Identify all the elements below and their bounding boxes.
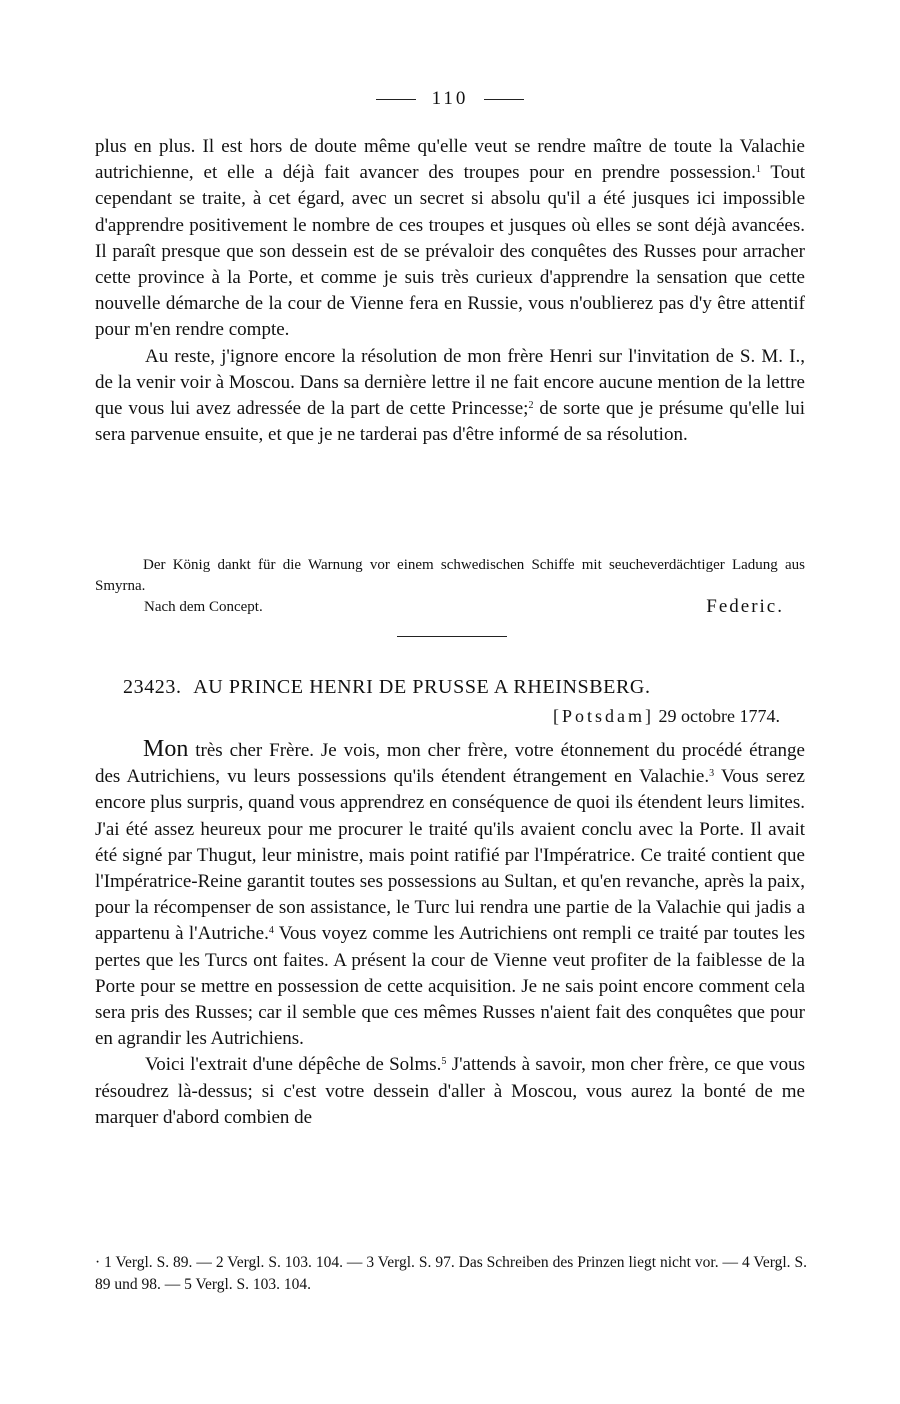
paragraph-2-text-cont: de sorte que je présume qu'elle lui sera parvenue ensuite, et que je ne tarderai pas d'être informé de sa résolution.: [95, 398, 805, 446]
letter-paragraph-1-text-end: Vous voyez comme les Autrichiens ont rempli ce traité par toutes les pertes que les Turcs ont faites. A présent la cour de Vienne veut profiter de la faiblesse de la Porte pour se mettre en possession de cette acquisition. Je ne sais point encore comment cela sera pris des Russes; car il semble que ces mêmes Russes n'aient fait des conquêtes que pour en agrandir les Autrichiens.: [95, 923, 806, 1050]
footnote-ref: 3: [709, 768, 715, 780]
paragraph-1: [95, 134, 805, 344]
letter-opening-word: Mon: [143, 736, 189, 762]
footnote-ref: 2: [528, 400, 534, 412]
paragraph-1-text: plus en plus. Il est hors de doute même qu'elle veut se rendre maître de toute la Valachie autrichienne, et elle a déjà fait avancer des troupes pour en prendre possession.: [95, 136, 805, 184]
document-heading: [123, 676, 651, 699]
continued-letter: [95, 134, 805, 448]
letter-paragraph-2-text: Voici l'extrait d'une dépêche de Solms.: [145, 1054, 442, 1076]
dateline-place: [Potsdam]: [553, 706, 655, 726]
footnote-ref: 1: [755, 164, 761, 176]
paragraph-2: [95, 344, 805, 449]
header-rule-right: [484, 99, 524, 100]
footnotes: · 1 Vergl. S. 89. — 2 Vergl. S. 103. 104. — 3 Vergl. S. 97. Das Schreiben des Prinzen liegt nicht vor. — 4 Vergl. S. 89 und 98. — 5 Vergl. S. 103. 104.: [95, 1254, 807, 1293]
editorial-note: Der König dankt für die Warnung vor einem schwedischen Schiffe mit seucheverdächtiger Ladung aus Smyrna.: [95, 557, 805, 594]
paragraph-2-text: Au reste, j'ignore encore la résolution de mon frère Henri sur l'invitation de S. M. I., de la venir voir à Moscou. Dans sa dernière lettre il ne fait encore aucune mention de la lettre que vous lui avez adressée de la part de cette Princesse;: [95, 345, 805, 420]
letter-paragraph-1-text-cont: Vous serez encore plus surpris, quand vous apprendrez en conséquence de quoi ils étendent leurs limites. J'ai été assez heureux pour me procurer le traité qu'ils avaient conclu avec la Porte. Il avait été signé par Thugut, leur ministre, mais point ratifié par l'Impératrice. Ce traité contient que l'Impératrice-Reine garantit toutes ses possessions au Sultan, et qu'en revanche, après la paix, pour la récompenser de son assistance, le Turc lui rendra une partie de la Valachie qui jadis a appartenu à l'Autriche.: [95, 766, 805, 945]
letter-paragraph-2: [95, 1052, 805, 1131]
letter-paragraph-1-text: très cher Frère. Je vois, mon cher frère, votre étonnement du procédé étrange des Autrichiens, vu leurs possessions qu'ils étendent étrangement en Valachie.: [95, 740, 805, 788]
document-title: AU PRINCE HENRI DE PRUSSE A RHEINSBERG.: [193, 676, 651, 698]
letter-paragraph-2-text-cont: J'attends à savoir, mon cher frère, ce que vous résoudrez là-dessus; si c'est votre dessein d'aller à Moscou, vous aurez la bonté de me marquer d'abord combien de: [95, 1054, 805, 1128]
paragraph-1-text-cont: Tout cependant se traite, à cet égard, avec un secret si absolu qu'il a été jusques ici impossible d'apprendre positivement le nombre de ces troupes et jusques où elles se sont déjà avancées. Il paraît presque que son dessein est de se prévaloir des conquêtes des Russes pour arracher cette province à la Porte, et comme je suis très curieux d'apprendre la sensation que cette nouvelle démarche de la cour de Vienne fera en Russie, vous n'oublierez pas d'y être attentif pour m'en rendre compte.: [95, 162, 805, 341]
dateline: [553, 706, 780, 727]
footnote-ref: 4: [268, 925, 274, 937]
signature: Federic.: [706, 596, 784, 617]
letter-body: [95, 736, 805, 1131]
page-number: 110: [431, 88, 469, 109]
source-note: Nach dem Concept.: [144, 599, 263, 615]
dateline-date: 29 octobre 1774.: [658, 706, 780, 726]
document-number: 23423.: [123, 676, 182, 698]
footnote-ref: 5: [441, 1056, 447, 1068]
section-divider: [397, 636, 507, 637]
letter-paragraph-1: [95, 736, 805, 1052]
page-header: [0, 88, 900, 110]
header-rule-left: [376, 99, 416, 100]
